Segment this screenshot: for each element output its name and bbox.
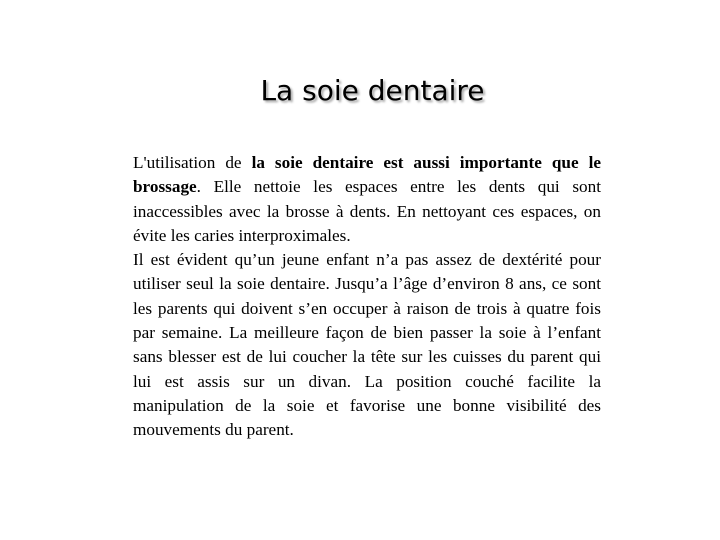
paragraph-1-emphasis: la soie dentaire est aussi importante que le brossage <box>133 153 601 197</box>
paragraph-1 <box>133 151 601 248</box>
slide-title: La soie dentaire <box>260 74 485 107</box>
slide-body <box>133 151 601 443</box>
paragraph-1-intro: L'utilisation de <box>133 153 252 172</box>
paragraph-1-rest: . Elle nettoie les espaces entre les dents qui sont inaccessibles avec la brosse à dents. En nettoyant ces espaces, on évite les caries interproximales. <box>133 177 601 245</box>
paragraph-2: Il est évident qu’un jeune enfant n’a pas assez de dextérité pour utiliser seul la soie dentaire. Jusqu’a l’âge d’environ 8 ans, ce sont les parents qui doivent s’en occuper à raison de trois à quatre fois par semaine. La meilleure façon de bien passer la soie à l’enfant sans blesser est de lui coucher la tête sur les cuisses du parent qui lui est assis sur un divan. La position couché facilite la manipulation de la soie et favorise une bonne visibilité des mouvements du parent. <box>133 250 601 440</box>
